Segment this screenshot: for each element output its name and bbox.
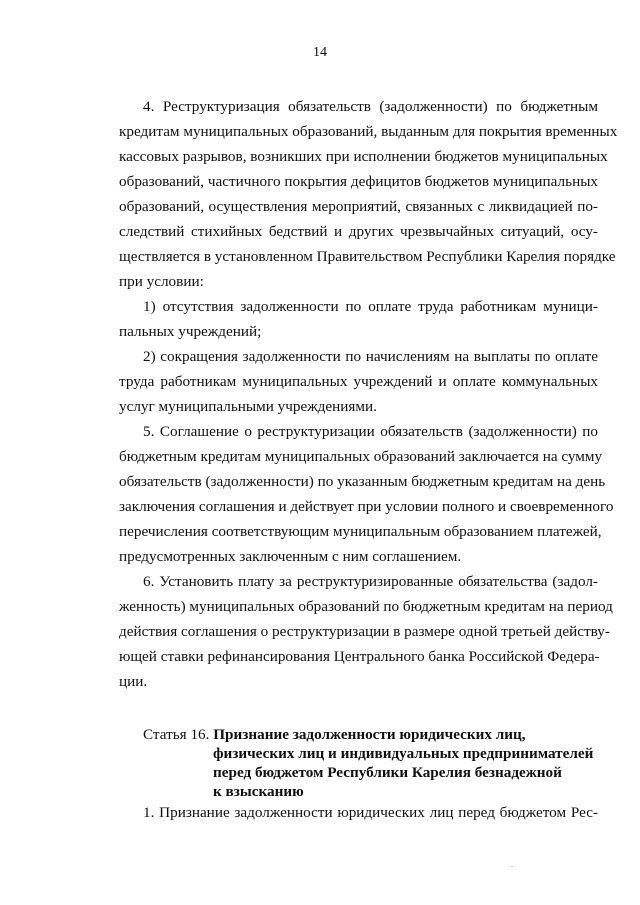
para5-line-3: обязательств (задолженности) по указанным бюджетным кредитам на день xyxy=(119,473,606,490)
para6-line-1: 6. Установить плату за реструктуризированные обязательства (задол- xyxy=(143,573,598,590)
para4-line-5: образований, осуществления мероприятий, связанных с ликвидацией по- xyxy=(119,198,598,215)
para4-line-3: кассовых разрывов, возникших при исполнении бюджетов муниципальных xyxy=(119,148,608,165)
article-number: Статья 16. xyxy=(143,726,210,743)
para5-line-2: бюджетным кредитам муниципальных образований заключается на сумму xyxy=(119,448,603,465)
article16-para1-line-1: 1. Признание задолженности юридических лиц перед бюджетом Рес- xyxy=(143,804,598,821)
item1-line-2: пальных учреждений; xyxy=(119,323,262,340)
para5-line-6: предусмотренных заключенным с ним соглашением. xyxy=(119,548,462,565)
article-title-line-1: Признание задолженности юридических лиц, xyxy=(213,726,526,743)
para6-line-4: ющей ставки рефинансирования Центрального банка Российской Федера- xyxy=(119,648,600,665)
para5-line-5: перечисления соответствующим муниципальным образованием платежей, xyxy=(119,523,602,540)
item1-line-1: 1) отсутствия задолженности по оплате труда работникам муници- xyxy=(143,298,598,315)
para5-line-4: заключения соглашения и действует при условии полного и своевременного xyxy=(119,498,614,515)
para4-line-7: ществляется в установленном Правительством Республики Карелия порядке xyxy=(119,248,616,265)
page-number: 14 xyxy=(313,45,327,60)
article-title-line-3: перед бюджетом Республики Карелия безнадежной xyxy=(213,764,562,781)
para6-line-5: ции. xyxy=(119,673,148,690)
para6-line-2: женность) муниципальных образований по бюджетным кредитам на период xyxy=(119,598,613,615)
para5-line-1: 5. Соглашение о реструктуризации обязательств (задолженности) по xyxy=(143,423,598,440)
para4-line-1: 4. Реструктуризация обязательств (задолженности) по бюджетным xyxy=(143,98,598,115)
para6-line-3: действия соглашения о реструктуризации в размере одной третьей действу- xyxy=(119,623,610,640)
para4-line-2: кредитам муниципальных образований, выданным для покрытия временных xyxy=(119,123,618,140)
para4-line-6: следствий стихийных бедствий и других чрезвычайных ситуаций, осу- xyxy=(119,223,598,240)
item2-line-3: услуг муниципальными учреждениями. xyxy=(119,398,377,415)
para4-line-4: образований, частичного покрытия дефицитов бюджетов муниципальных xyxy=(119,173,598,190)
item2-line-1: 2) сокращения задолженности по начислениям на выплаты по оплате xyxy=(143,348,598,365)
article-title-line-4: к взысканию xyxy=(213,783,304,800)
item2-line-2: труда работникам муниципальных учреждений и оплате коммунальных xyxy=(119,373,598,390)
article-heading xyxy=(143,725,594,801)
para4-line-8: при условии: xyxy=(119,273,204,290)
scan-speck xyxy=(511,866,513,867)
article-title-line-2: физических лиц и индивидуальных предпринимателей xyxy=(213,745,594,762)
